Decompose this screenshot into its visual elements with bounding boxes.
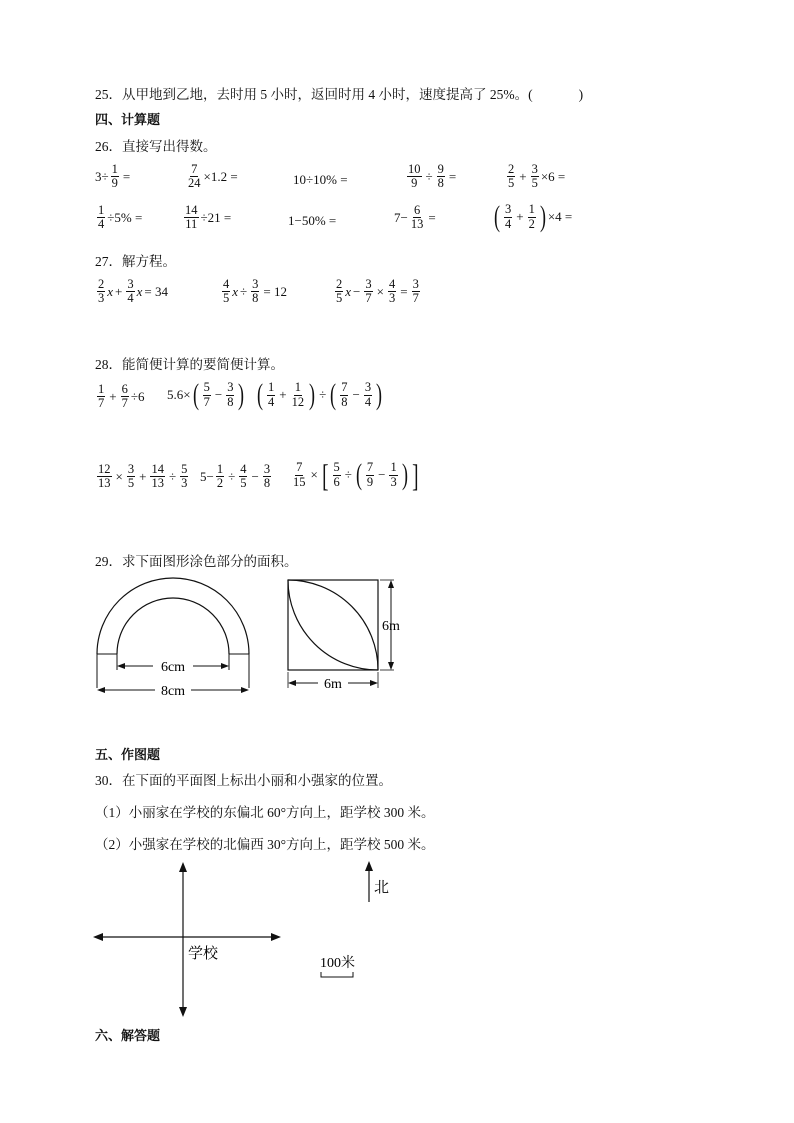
- lens-arc-2: [288, 580, 378, 670]
- q26-r1-b: $\frac{7}{24}$ ×1.2 =: [188, 162, 238, 191]
- q26-r2-a: $\frac{1}{4}$ ÷5% =: [98, 203, 143, 232]
- q29-figures: [0, 570, 794, 700]
- q26-r2-e: ( $\frac{3}{4}$ + $\frac{1}{2}$ ) ×4 =: [494, 200, 573, 233]
- q30-part2: （2）小强家在学校的北偏西 30°方向上，距学校 500 米。: [95, 837, 435, 852]
- q30-title: 30．在下面的平面图上标出小丽和小强家的位置。: [95, 773, 392, 788]
- q28-r1-a: $\frac{1}{7}$ + $\frac{6}{7}$ ÷6: [98, 382, 145, 411]
- section-5-heading: 五、作图题: [95, 747, 161, 762]
- q26-r2-b: $\frac{14}{11}$ ÷21 =: [185, 203, 232, 232]
- lens-arc-1: [288, 580, 378, 670]
- q27-eq1: $\frac{2}{3}$ x + $\frac{3}{4}$ x = 34: [98, 277, 168, 306]
- q28-title: 28．能简便计算的要简便计算。: [95, 357, 284, 372]
- ring-inner-arc: [117, 598, 229, 654]
- section-4-heading: 四、计算题: [95, 112, 161, 127]
- side-dimension-label: 6m: [382, 619, 400, 634]
- bottom-dimension-label: 6m: [324, 677, 342, 692]
- q30-part1: （1）小丽家在学校的东偏北 60°方向上，距学校 300 米。: [95, 805, 435, 820]
- q26-r1-e: $\frac{2}{5}$ + $\frac{3}{5}$ ×6 =: [508, 162, 566, 191]
- q25-paren-close: ): [578, 87, 584, 102]
- scale-label: 100米: [320, 956, 355, 971]
- q27-eq3: $\frac{2}{5}$ x − $\frac{3}{7}$ × $\frac{4}{3}$ = $\frac{3}{7}$: [336, 277, 419, 306]
- q26-r2-c: 1−50% =: [288, 213, 337, 228]
- q27-title: 27．解方程。: [95, 254, 176, 269]
- q28-r2-b: 5− $\frac{1}{2}$ ÷ $\frac{4}{5}$ − $\frac{3}{8}$: [200, 462, 271, 491]
- question-25: [95, 83, 583, 103]
- q28-r1-c: ( $\frac{1}{4}$ + $\frac{1}{12}$ ) ÷ ( $\frac{7}{8}$ − $\frac{3}{4}$ ): [257, 378, 383, 411]
- outer-dimension-label: 8cm: [160, 684, 186, 699]
- ring-outer-arc: [97, 578, 249, 654]
- inner-dimension-label: 6cm: [160, 660, 186, 675]
- north-label: 北: [374, 880, 390, 896]
- q26-r2-d: 7− $\frac{6}{13}$ =: [394, 203, 436, 232]
- q29-title: 29．求下面图形涂色部分的面积。: [95, 554, 298, 569]
- scale-bar: [321, 972, 353, 977]
- q27-eq2: $\frac{4}{5}$ x ÷ $\frac{3}{8}$ = 12: [223, 277, 288, 306]
- q26-r1-d: $\frac{10}{9}$ ÷ $\frac{9}{8}$ =: [408, 162, 457, 191]
- q28-r1-b: 5.6× ( $\frac{5}{7}$ − $\frac{3}{8}$ ): [167, 378, 245, 411]
- square: [288, 580, 378, 670]
- q26-r1-a: 3÷ $\frac{1}{9}$ =: [95, 162, 131, 191]
- q26-r1-c: 10÷10% =: [293, 172, 348, 187]
- q28-r2-a: $\frac{12}{13}$ × $\frac{3}{5}$ + $\frac{14}{13}$ ÷ $\frac{5}{3}$: [98, 462, 188, 491]
- q28-r2-c: $\frac{7}{15}$ × [ $\frac{5}{6}$ ÷ ( $\frac{7}{9}$ − $\frac{1}{3}$ ) ]: [293, 457, 419, 493]
- q30-map: [0, 855, 794, 1020]
- q25-text: 25．从甲地到乙地，去时用 5 小时，返回时用 4 小时，速度提高了 25%。(: [95, 87, 533, 102]
- section-6-heading: 六、解答题: [95, 1028, 161, 1043]
- q26-title: 26．直接写出得数。: [95, 139, 217, 154]
- school-label: 学校: [188, 946, 219, 962]
